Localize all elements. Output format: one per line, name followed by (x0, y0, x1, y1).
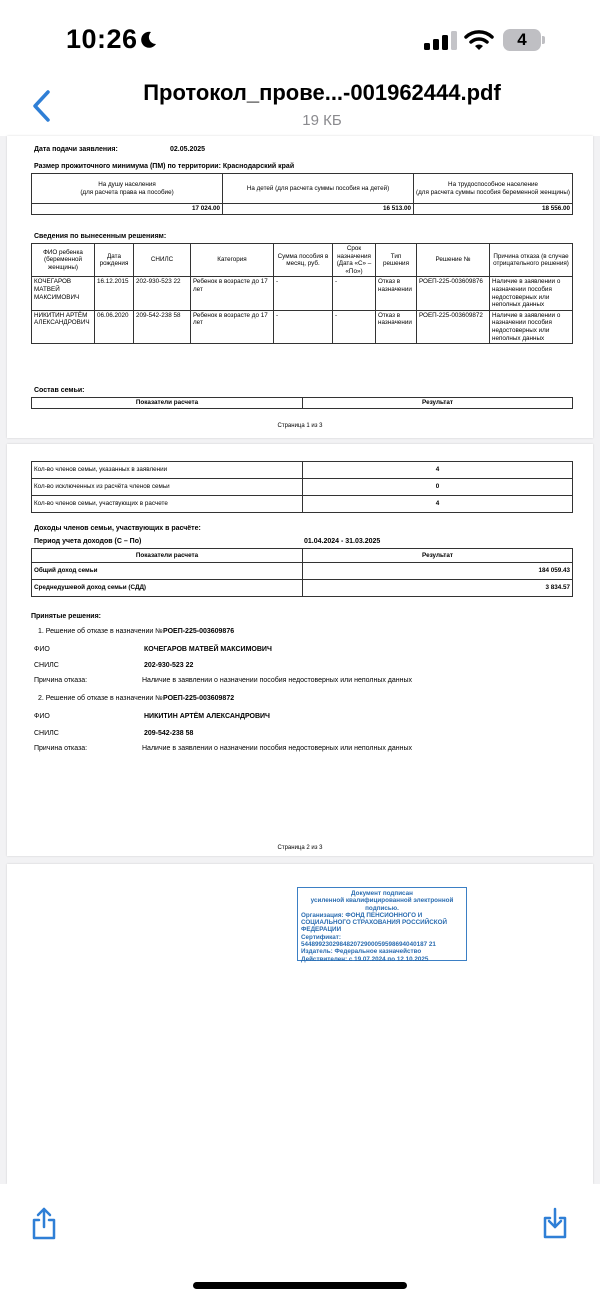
income-title: Доходы членов семьи, участвующих в расчёте: (34, 525, 201, 532)
pdf-page-3 (7, 864, 593, 1184)
wifi-icon (464, 28, 494, 52)
table-row (32, 462, 573, 479)
pm-value-children: 16 513.00 (223, 204, 414, 215)
family-row-3-value: 4 (303, 496, 573, 513)
table-row (32, 310, 573, 343)
decision-2-heading: 2. Решение об отказе в назначении № (38, 695, 163, 702)
decision-1-category: Ребенок в возрасте до 17 лет (191, 277, 274, 310)
family-header-indicator: Показатели расчета (32, 398, 303, 409)
family-table (31, 461, 573, 513)
income-row-2-label: Среднедушевой доход семьи (СДД) (32, 580, 303, 597)
income-row-2-value: 3 834.57 (303, 580, 573, 597)
pm-table (31, 173, 573, 215)
decisions-header-reason: Причина отказа (в случае отрицательного решения) (490, 244, 573, 277)
decision-1-snils-value: 202-930-523 22 (144, 662, 194, 669)
stamp-line-2: усиленной квалифицированной электронной подписью. (310, 897, 454, 912)
decision-2-amount: - (274, 310, 333, 343)
pm-title: Размер прожиточного минимума (ПМ) по территории: Краснодарский край (34, 163, 295, 170)
stamp-cert-label: Сертификат: (301, 933, 341, 941)
moon-icon (138, 30, 158, 50)
decisions-header-snils: СНИЛС (134, 244, 191, 277)
decision-1-period: - (333, 277, 376, 310)
pm-header-working: На трудоспособное население (для расчета суммы пособия беременной женщины) (414, 174, 573, 204)
stamp-cert: 544899230298482072900059598694040187 21 (301, 941, 436, 949)
decision-1-reason: Наличие в заявлении о назначении пособия недостоверных или неполных данных (490, 277, 573, 310)
decision-1-birth: 16.12.2015 (95, 277, 134, 310)
table-row (32, 563, 573, 580)
decision-2-fio: НИКИТИН АРТЁМ АЛЕКСАНДРОВИЧ (32, 310, 95, 343)
battery-nub (542, 36, 545, 44)
stamp-org: Организация: ФОНД ПЕНСИОННОГО И СОЦИАЛЬНОГО СТРАХОВАНИЯ РОССИЙСКОЙ ФЕДЕРАЦИИ (301, 911, 448, 934)
battery-level: 4 (503, 29, 541, 51)
decision-2-fio-value: НИКИТИН АРТЁМ АЛЕКСАНДРОВИЧ (144, 713, 270, 720)
battery-icon (503, 29, 545, 51)
document-size: 19 КБ (302, 112, 342, 129)
cellular-signal-icon (424, 30, 460, 50)
status-bar (0, 0, 600, 74)
table-row (32, 277, 573, 310)
bottom-toolbar (0, 1184, 600, 1300)
decisions-header-period: Срок назначения (Дата «С» – «По») (333, 244, 376, 277)
status-time: 10:26 (66, 24, 138, 54)
decisions-header-birth: Дата рождения (95, 244, 134, 277)
decision-1-type: Отказ в назначении (376, 277, 417, 310)
decision-2-period: - (333, 310, 376, 343)
decision-2-snils-label: СНИЛС (34, 730, 59, 737)
decisions-header-number: Решение № (417, 244, 490, 277)
table-row (32, 479, 573, 496)
decision-1-amount: - (274, 277, 333, 310)
stamp-line-1: Документ подписан (351, 890, 413, 897)
decision-1-reason-label: Причина отказа: (34, 677, 88, 684)
income-header-result: Результат (303, 549, 573, 563)
income-table (31, 548, 573, 597)
income-row-1-label: Общий доход семьи (32, 563, 303, 580)
decision-1-number: РОЕП-225-003609876 (417, 277, 490, 310)
decision-2-category: Ребенок в возрасте до 17 лет (191, 310, 274, 343)
stamp-valid: Действителен: с 19.07.2024 по 12.10.2025 (301, 955, 429, 963)
decision-2-type: Отказ в назначении (376, 310, 417, 343)
decision-2-reason-label: Причина отказа: (34, 745, 88, 752)
decision-2-snils-value: 209-542-238 58 (144, 730, 194, 737)
decisions-header-category: Категория (191, 244, 274, 277)
application-date-label: Дата подачи заявления: (34, 146, 118, 153)
table-row (32, 496, 573, 513)
document-header (0, 74, 600, 136)
family-row-2-label: Кол-во исключенных из расчёта членов семьи (32, 479, 303, 496)
family-row-1-label: Кол-во членов семьи, указанных в заявлении (32, 462, 303, 479)
family-title: Состав семьи: (34, 387, 85, 394)
stamp-issuer: Издатель: Федеральное казначейство (301, 948, 422, 956)
decision-2-birth: 06.06.2020 (95, 310, 134, 343)
decision-1-fio-value: КОЧЕГАРОВ МАТВЕЙ МАКСИМОВИЧ (144, 646, 272, 653)
decisions-header-fio: ФИО ребенка (беременной женщины) (32, 244, 95, 277)
period-label: Период учета доходов (С – По) (34, 538, 142, 545)
period-value: 01.04.2024 - 31.03.2025 (304, 538, 381, 545)
decisions-header-type: Тип решения (376, 244, 417, 277)
decision-2-number-value: РОЕП-225-003609872 (163, 695, 235, 702)
decisions-header-amount: Сумма пособия в месяц, руб. (274, 244, 333, 277)
decision-2-fio-label: ФИО (34, 713, 50, 720)
family-row-2-value: 0 (303, 479, 573, 496)
family-header-table (31, 397, 573, 409)
decisions-table (31, 243, 573, 344)
page-footer-1: Страница 1 из 3 (277, 423, 323, 429)
decision-2-reason: Наличие в заявлении о назначении пособия недостоверных или неполных данных (490, 310, 573, 343)
chevron-left-icon[interactable] (30, 88, 54, 124)
pm-value-working: 18 556.00 (414, 204, 573, 215)
decision-1-fio: КОЧЕГАРОВ МАТВЕЙ МАКСИМОВИЧ (32, 277, 95, 310)
income-row-1-value: 184 059.43 (303, 563, 573, 580)
decision-2-snils: 209-542-238 58 (134, 310, 191, 343)
decision-1-snils: 202-930-523 22 (134, 277, 191, 310)
decision-1-heading: 1. Решение об отказе в назначении № (38, 628, 163, 635)
home-indicator[interactable] (193, 1282, 407, 1289)
pm-header-children: На детей (для расчета суммы пособия на детей) (223, 174, 414, 204)
pm-header-per-capita: На душу населения (для расчета права на пособие) (32, 174, 223, 204)
pdf-page-1 (7, 136, 593, 438)
document-title: Протокол_прове...-001962444.pdf (143, 80, 501, 105)
family-header-result: Результат (303, 398, 573, 409)
pm-value-per-capita: 17 024.00 (32, 204, 223, 215)
decision-2-reason-value: Наличие в заявлении о назначении пособия недостоверных или неполных данных (142, 745, 413, 752)
income-header-indicator: Показатели расчета (32, 549, 303, 563)
decision-1-fio-label: ФИО (34, 646, 50, 653)
family-row-1-value: 4 (303, 462, 573, 479)
share-icon[interactable] (30, 1206, 58, 1240)
page-footer-2: Страница 2 из 3 (277, 845, 323, 851)
pdf-page-2 (7, 444, 593, 856)
download-icon[interactable] (540, 1206, 570, 1240)
decision-1-reason-value: Наличие в заявлении о назначении пособия недостоверных или неполных данных (142, 677, 413, 684)
signature-stamp (297, 887, 467, 961)
accepted-title: Принятые решения: (31, 613, 102, 620)
decisions-title: Сведения по вынесенным решениям: (34, 233, 167, 240)
table-row (32, 580, 573, 597)
decision-1-snils-label: СНИЛС (34, 662, 59, 669)
application-date-value: 02.05.2025 (170, 146, 206, 153)
family-row-3-label: Кол-во членов семьи, участвующих в расчете (32, 496, 303, 513)
decision-2-number: РОЕП-225-003609872 (417, 310, 490, 343)
decision-1-number-value: РОЕП-225-003609876 (163, 628, 235, 635)
